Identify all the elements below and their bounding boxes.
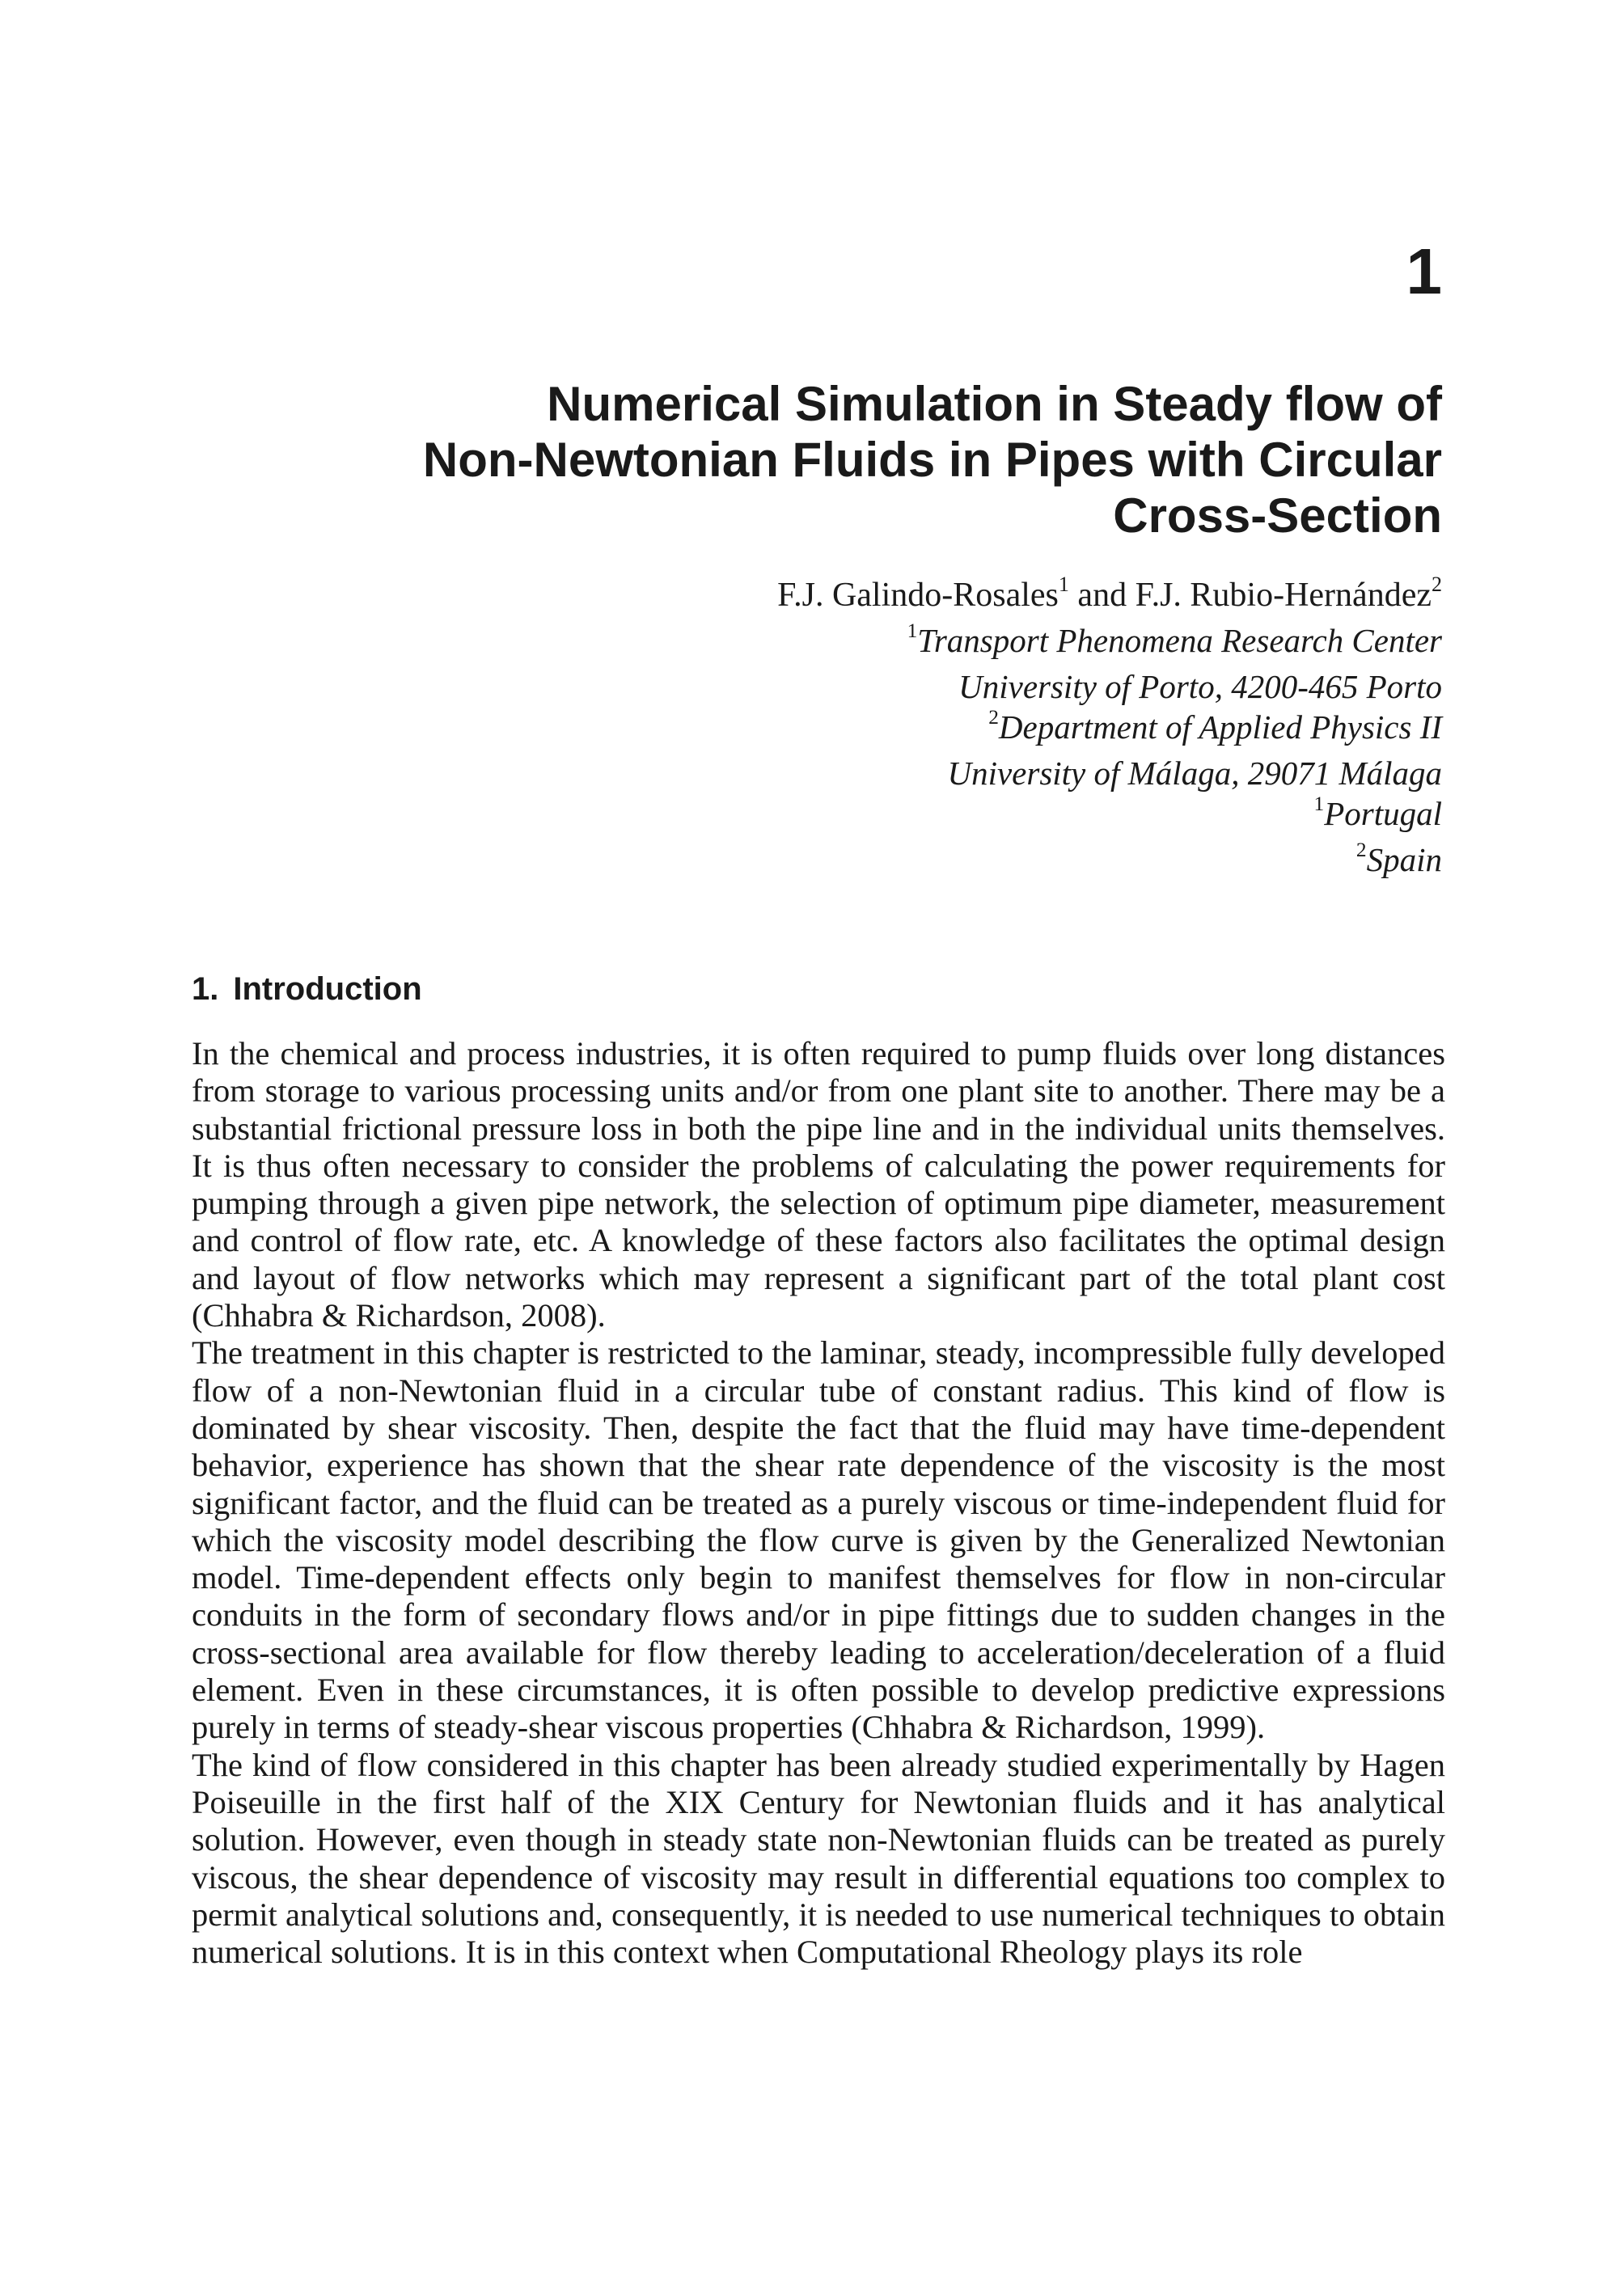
body-text	[192, 1035, 1445, 1971]
author-block	[310, 574, 1442, 885]
chapter-title	[148, 376, 1442, 543]
affiliation-line	[310, 793, 1442, 839]
chapter-number: 1	[1406, 235, 1442, 307]
affiliation-text: University of Porto, 4200-465 Porto	[958, 667, 1442, 705]
paragraph: The kind of flow considered in this chapter has been already studied experimentally by Hagen Poiseuille in the first half of the XIX Century for Newtonian fluids and it has analytical solution. However, even though in steady state non-Newtonian fluids can be treated as purely viscous, the shear dependence of viscosity may result in differential equations too complex to permit analytical solutions and, consequently, it is needed to use numerical techniques to obtain numerical solutions. It is in this context when Computational Rheology plays its role	[192, 1746, 1445, 1971]
affiliation-text: University of Málaga, 29071 Málaga	[947, 754, 1442, 792]
affiliation-text: Spain	[1366, 840, 1442, 878]
affiliation-text: Portugal	[1324, 795, 1442, 832]
author-2-affiliation-mark: 2	[1431, 572, 1442, 596]
section-number: 1.	[192, 971, 219, 1007]
affiliation-mark: 2	[988, 706, 999, 729]
affiliation-line	[310, 839, 1442, 886]
author-connector: and	[1077, 577, 1127, 614]
affiliation-line	[310, 707, 1442, 753]
author-line	[310, 574, 1442, 620]
paragraph: The treatment in this chapter is restricted to the laminar, steady, incompressible fully developed flow of a non-Newtonian fluid in a circular tube of constant radius. This kind of flow is dominated by shear viscosity. Then, despite the fact that the fluid may have time-dependent behavior, experience has shown that the shear rate dependence of the viscosity is the most significant factor, and the fluid can be treated as a purely viscous or time-independent fluid for which the viscosity model describing the flow curve is given by the Generalized Newtonian model. Time-dependent effects only begin to manifest themselves for flow in non-circular conduits in the form of secondary flows and/or in pipe fittings due to sudden changes in the cross-sectional area available for flow thereby leading to acceleration/deceleration of a fluid element. Even in these circumstances, it is often possible to develop predictive expressions purely in terms of steady-shear viscous properties (Chhabra & Richardson, 1999).	[192, 1334, 1445, 1746]
author-2-name: F.J. Rubio-Hernández	[1135, 577, 1432, 614]
paragraph: In the chemical and process industries, it is often required to pump fluids over long distances from storage to various processing units and/or from one plant site to another. There may be a substantial frictional pressure loss in both the pipe line and in the individual units themselves. It is thus often necessary to consider the problems of calculating the power requirements for pumping through a given pipe network, the selection of optimum pipe diameter, measurement and control of flow rate, etc. A knowledge of these factors also facilitates the optimal design and layout of flow networks which may represent a significant part of the total plant cost (Chhabra & Richardson, 2008).	[192, 1035, 1445, 1334]
section-title: Introduction	[233, 971, 422, 1007]
chapter-title-line-2: Non-Newtonian Fluids in Pipes with Circular	[422, 433, 1442, 487]
affiliation-mark: 1	[907, 619, 918, 643]
affiliation-line	[310, 753, 1442, 794]
affiliation-mark: 1	[1313, 793, 1325, 816]
author-1-name: F.J. Galindo-Rosales	[777, 577, 1059, 614]
affiliation-text: Transport Phenomena Research Center	[917, 622, 1442, 659]
affiliation-line	[310, 620, 1442, 666]
affiliation-text: Department of Applied Physics II	[998, 708, 1442, 746]
section-heading	[192, 973, 422, 1005]
affiliation-line	[310, 666, 1442, 708]
chapter-title-line-3: Cross-Section	[1113, 488, 1442, 543]
author-1-affiliation-mark: 1	[1058, 572, 1069, 596]
chapter-title-line-1: Numerical Simulation in Steady flow of	[547, 377, 1442, 431]
affiliation-mark: 2	[1355, 838, 1367, 861]
